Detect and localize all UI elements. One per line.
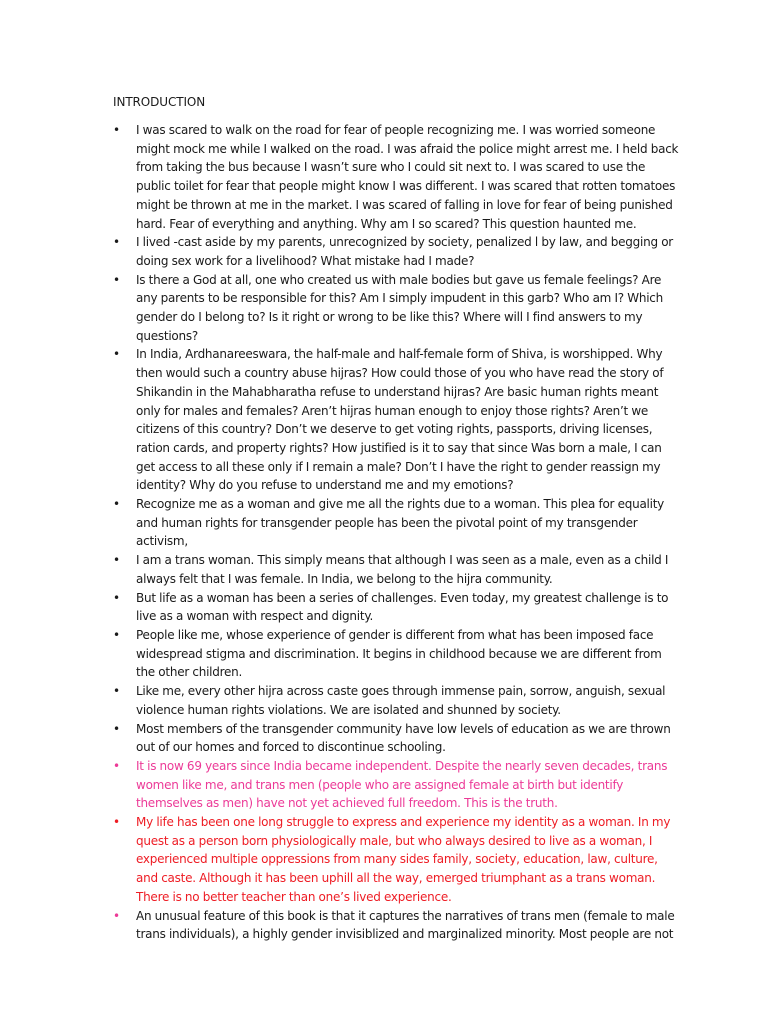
list-item bbox=[113, 589, 681, 626]
list-item-text: An unusual feature of this book is that it captures the narratives of trans men (female to male trans individuals), a highly gender invisiblized and marginalized minority. Most people are not bbox=[136, 908, 675, 942]
bullet-icon: • bbox=[113, 272, 120, 287]
list-item bbox=[113, 233, 681, 270]
bullet-icon: • bbox=[113, 815, 120, 830]
bullet-icon: • bbox=[113, 235, 120, 250]
list-item bbox=[113, 495, 681, 551]
list-item bbox=[113, 121, 681, 233]
list-item-text: I lived -cast aside by my parents, unrecognized by society, penalized l by law, and begging or doing sex work for a livelihood? What mistake had I made? bbox=[136, 235, 673, 268]
list-item bbox=[113, 907, 681, 944]
list-item-text: But life as a woman has been a series of challenges. Even today, my greatest challenge is to live as a woman with respect and dignity. bbox=[136, 590, 669, 624]
list-item-highlighted-red bbox=[113, 813, 681, 907]
bullet-icon: • bbox=[113, 758, 120, 773]
list-item-text: Most members of the transgender community have low levels of education as we are thrown out of our homes and forced to discontinue schooling. bbox=[136, 721, 671, 755]
list-item-text: People like me, whose experience of gender is different from what has been imposed face widespread stigma and discrimination. It begins in childhood because we are different from the other children. bbox=[136, 627, 662, 680]
list-item-text: It is now 69 years since India became independent. Despite the nearly seven decades, trans women like me, and trans men (people who are assigned female at birth but identify themselves as men) have not yet achieved full freedom. This is the truth. bbox=[136, 758, 668, 811]
list-item bbox=[113, 345, 681, 495]
bullet-icon: • bbox=[113, 347, 120, 362]
list-item-text: Like me, every other hijra across caste goes through immense pain, sorrow, anguish, sexual violence human rights violations. We are isolated and shunned by society. bbox=[136, 684, 666, 717]
bullet-icon: • bbox=[113, 553, 120, 568]
list-item bbox=[113, 551, 681, 588]
bullet-icon: • bbox=[113, 908, 120, 923]
bullet-icon: • bbox=[113, 684, 120, 699]
list-item-text: Recognize me as a woman and give me all the rights due to a woman. This plea for equality and human rights for transgender people has been the pivotal point of my transgender activism, bbox=[136, 497, 665, 549]
bullet-icon: • bbox=[113, 497, 120, 512]
list-item bbox=[113, 271, 681, 346]
section-heading: INTRODUCTION bbox=[113, 95, 206, 109]
list-item-highlighted-pink bbox=[113, 757, 681, 813]
list-item bbox=[113, 626, 681, 682]
list-item-text: In India, Ardhanareeswara, the half-male and half-female form of Shiva, is worshipped. Why then would such a country abuse hijras? How could those of you who have read the story of Shikandin in the Mahabharatha refuse to understand hijras? Are basic human rights meant only for males and females? Aren’t hijras human enough to enjoy those rights? Aren’t we citizens of this country? Don’t we deserve to get voting rights, passports, driving licenses, ration cards, and property rights? How justified is it to say that since Was born a male, I can get access to all these only if I remain a male? Don’t I have the right to gender reassign my identity? Why do you refuse to understand me and my emotions? bbox=[136, 347, 664, 493]
bullet-icon: • bbox=[113, 123, 120, 137]
list-item-text: I was scared to walk on the road for fear of people recognizing me. I was worried someone might mock me while I walked on the road. I was afraid the police might arrest me. I held back from taking the bus because I wasn’t sure who I could sit next to. I was scared to use the public toilet for fear that people might know I was different. I was scared that rotten tomatoes might be thrown at me in the market. I was scared of falling in love for fear of being punished hard. Fear of everything and anything. Why am I so scared? This question haunted me. bbox=[136, 123, 679, 231]
bullet-icon: • bbox=[113, 721, 120, 736]
bullet-icon: • bbox=[113, 590, 120, 605]
bullet-icon: • bbox=[113, 627, 120, 642]
bullet-list bbox=[113, 121, 681, 944]
list-item-text: Is there a God at all, one who created us with male bodies but gave us female feelings? Are any parents to be responsible for this? Am I simply impudent in this garb? Who am I? Which gender do I belong to? Is it right or wrong to be like this? Where will I find answers to my questions? bbox=[136, 272, 664, 343]
list-item bbox=[113, 720, 681, 757]
list-item-text: I am a trans woman. This simply means that although I was seen as a male, even as a child I always felt that I was female. In India, we belong to the hijra community. bbox=[136, 553, 669, 586]
list-item bbox=[113, 682, 681, 719]
list-item-text: My life has been one long struggle to express and experience my identity as a woman. In my quest as a person born physiologically male, but who always desired to live as a woman, I experienced multiple oppressions from many sides family, society, education, law, culture, and caste. Although it has been uphill all the way, emerged triumphant as a trans woman. There is no better teacher than one’s lived experience. bbox=[136, 815, 671, 904]
